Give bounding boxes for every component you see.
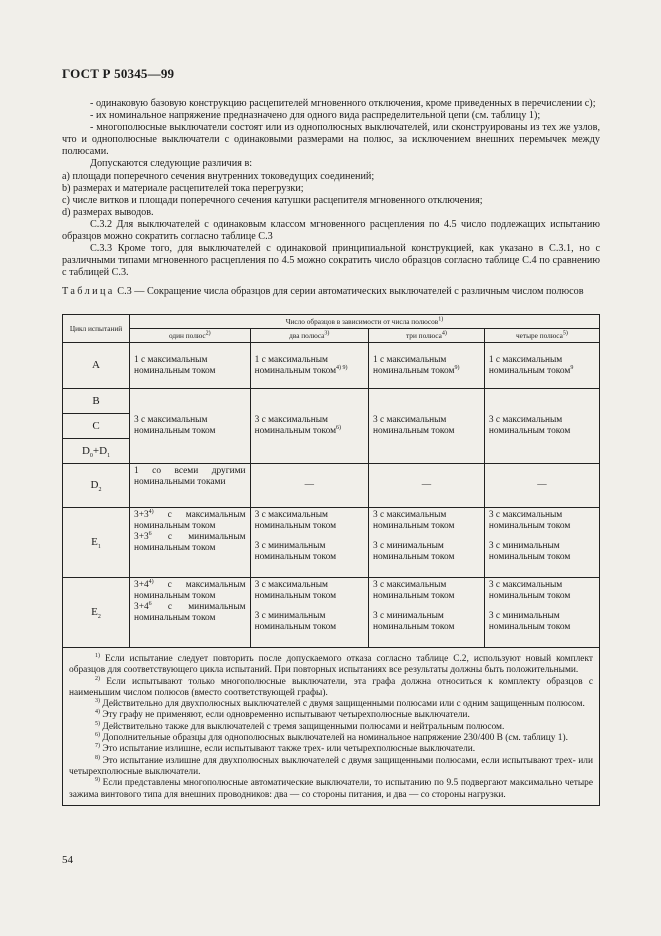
table-caption <box>62 286 600 298</box>
footnote: $^{9)}$ Если представлены многополюсные автоматические выключатели, то испытанию по 9.5 подвергают максимально четыре зажима винтового типа для внешних проводников: два — со стороны питания, и два — со стороны нагрузки. <box>69 777 594 800</box>
table-cell: — <box>368 464 484 508</box>
paragraph: С.3.3 Кроме того, для выключателей с одинаковой принципиальной конструкцией, как указано в С.3.1, но с различными типами мгновенного расцепления по 4.5 можно сократить число образцов согласно таблице С.4 по сравнению с таблицей С.3. <box>62 243 600 279</box>
table-footnotes-row <box>63 648 600 806</box>
header-two-pole: два полюса$^{3)}$ <box>250 329 368 343</box>
table-cell: $3+4^{4)}$ с максимальным номинальным током $3+4^6$ с минимальным номинальным током <box>130 578 251 648</box>
footnote: $^{2)}$ Если испытывают только многополюсные выключатели, эта графа должна относиться к комплекту образцов с наименьшим числом полюсов (вместо соответствующей графы). <box>69 675 594 698</box>
list-item: b) размерах и материале расцепителей тока перегрузки; <box>62 182 304 194</box>
table-cell: 3 с максимальным номинальным током 3 с минимальным номинальным током <box>368 578 484 648</box>
header-four-pole: четыре полюса$^{5)}$ <box>484 329 599 343</box>
table-cell: 1 с максимальным номинальным током$^9$ <box>484 343 599 389</box>
table-header-row <box>63 315 600 329</box>
paragraph: - их номинальное напряжение предназначено для одного вида распределительной цепи (см. таблицу 1); <box>90 110 541 122</box>
cycle-cell: B <box>63 389 130 414</box>
table-caption-text: С.3 — Сокращение числа образцов для серии автоматических выключателей с различным числом полюсов <box>117 286 584 297</box>
footnote: $^{6)}$ Дополнительные образцы для однополюсных выключателей на номинальное напряжение 230/400 В (см. таблицу 1). <box>95 731 568 744</box>
table-cell: — <box>484 464 599 508</box>
footnote: $^{5)}$ Действительно также для выключателей с тремя защищенными полюсами и нейтральным полюсом. <box>95 720 505 732</box>
table-row <box>63 464 600 508</box>
footnote: $^{4)}$ Эту графу не применяют, если одновременно испытывают четырехполюсные выключатели. <box>95 709 470 721</box>
header-one-pole: один полюс$^{2)}$ <box>130 329 251 343</box>
footnote: $^{8)}$ Это испытание излишне для двухполюсных выключателей с двумя защищенными полюсами, если испытывают трех- или четырехполюсные выключатели. <box>69 754 593 777</box>
cycle-cell: $D_0+D_1$ <box>63 439 130 464</box>
header-cycle: Цикл испытаний <box>63 315 130 343</box>
table-cell: 3 с максимальным номинальным током <box>130 389 251 464</box>
footnote: $^{7)}$ Это испытание излишне, если испытывают также трех- или четырехполюсные выключатели. <box>95 743 476 755</box>
table-row <box>63 389 600 414</box>
paragraph: С.3.2 Для выключателей с одинаковым классом мгновенного расцепления по 4.5 число подлежащих испытанию образцов можно сократить согласно таблице С.3 <box>62 218 600 243</box>
table-cell: — <box>250 464 368 508</box>
table-subheader-row <box>63 329 600 343</box>
table-cell: 3 с максимальным номинальным током <box>368 389 484 464</box>
header-three-pole: три полюса$^{4)}$ <box>368 329 484 343</box>
paragraph: - многополюсные выключатели состоят или из однополюсных выключателей, или сконструированы из тех же узлов, что и однополюсные выключатели с одинаковыми размерами на полюс, за исключением внешних перемычек между полюсами. <box>62 122 600 158</box>
table-cell: 3 с максимальным номинальным током 3 с минимальным номинальным током <box>368 508 484 578</box>
table-cell: 1 с максимальным номинальным током$^{9)}$ <box>368 343 484 389</box>
table-cell: 3 с максимальным номинальным током 3 с минимальным номинальным током <box>250 578 368 648</box>
cycle-cell: $E_2$ <box>63 578 130 648</box>
table-row <box>63 578 600 648</box>
table-cell: 3 с максимальным номинальным током 3 с минимальным номинальным током <box>484 578 599 648</box>
footnote: $^{3)}$ Действительно для двухполюсных выключателей с двумя защищенными полюсами или с одним защищенным полюсом. <box>95 698 585 710</box>
list-item: d) размерах выводов. <box>62 206 154 218</box>
cycle-cell: $E_1$ <box>63 508 130 578</box>
list-item: a) площади поперечного сечения внутренних токоведущих соединений; <box>62 170 375 182</box>
table-cell: 1 с максимальным номинальным током <box>130 343 251 389</box>
table-footnotes <box>63 648 600 806</box>
table-cell: $3+3^{4)}$ с максимальным номинальным током $3+3^6$ с минимальным номинальным током <box>130 508 251 578</box>
footnote: $^{1)}$ Если испытание следует повторить после допускаемого отказа согласно таблице С.2, используют новый комплект образцов для соответствующего цикла испытаний. При повторных испытаниях все результаты должны быть положительными. <box>69 652 593 676</box>
cycle-cell: C <box>63 414 130 439</box>
cycle-cell: A <box>63 343 130 389</box>
table-row <box>63 508 600 578</box>
table-cell: 3 с максимальным номинальным током$^{6)}$ <box>250 389 368 464</box>
body-text <box>62 98 600 279</box>
samples-table <box>62 314 600 806</box>
header-group: Число образцов в зависимости от числа полюсов$^{1)}$ <box>130 315 600 329</box>
table-cell: 3 с максимальным номинальным током 3 с минимальным номинальным током <box>250 508 368 578</box>
list-item: c) числе витков и площади поперечного сечения катушки расцепителя мгновенного отключения; <box>62 194 483 206</box>
table-cell: 3 с максимальным номинальным током <box>484 389 599 464</box>
table-row <box>63 343 600 389</box>
page-number: 54 <box>62 854 73 866</box>
cycle-cell: $D_2$ <box>63 464 130 508</box>
table-cell: 1 со всеми другими номинальными токами <box>130 464 251 508</box>
table-cell: 1 с максимальным номинальным током$^{4) 9)}$ <box>250 343 368 389</box>
table-caption-label: Таблица <box>62 286 115 297</box>
document-header: ГОСТ Р 50345—99 <box>62 66 175 81</box>
paragraph: - одинаковую базовую конструкцию расцепителей мгновенного отключения, кроме приведенных в перечислении с); <box>90 98 596 109</box>
paragraph: Допускаются следующие различия в: <box>90 158 253 170</box>
table-cell: 3 с максимальным номинальным током 3 с минимальным номинальным током <box>484 508 599 578</box>
